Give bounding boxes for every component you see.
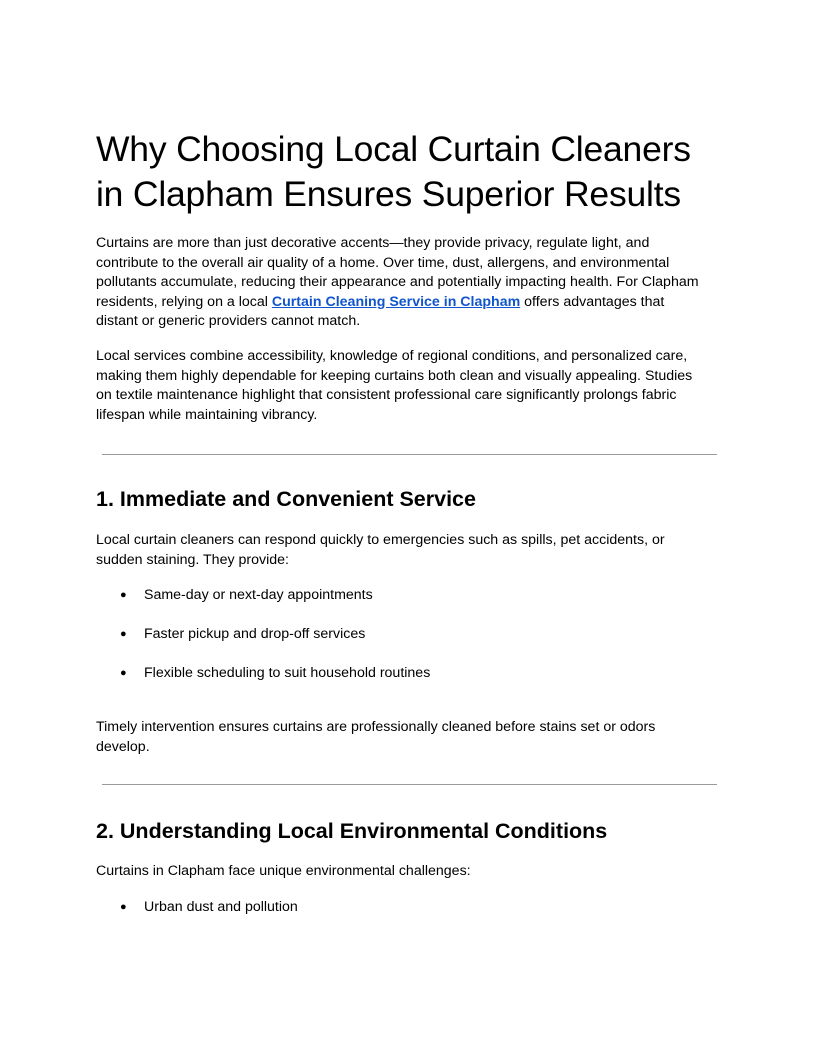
- document-title: [96, 127, 724, 217]
- intro-text: offers advantages that: [520, 293, 665, 310]
- section1-line: Local curtain cleaners can respond quickly to emergencies such as spills, pet accidents, or: [96, 532, 665, 548]
- list-item-text: Same-day or next-day appointments: [144, 587, 373, 603]
- intro2-line: Local services combine accessibility, knowledge of regional conditions, and personalized care,: [96, 348, 688, 364]
- section2-line: Curtains in Clapham face unique environmental challenges:: [96, 863, 471, 879]
- list-item-text: Flexible scheduling to suit household routines: [144, 665, 431, 681]
- intro-paragraph-2: [96, 347, 724, 425]
- section1-closing-line: develop.: [96, 738, 150, 755]
- intro2-line: making them highly dependable for keeping curtains both clean and visually appealing. Studies: [96, 367, 693, 384]
- intro-line: Curtains are more than just decorative accents—they provide privacy, regulate light, and: [96, 235, 650, 251]
- intro2-line: lifespan while maintaining vibrancy.: [96, 406, 318, 423]
- intro-line: contribute to the overall air quality of a home. Over time, dust, allergens, and environmental: [96, 254, 670, 271]
- title-line-2: in Clapham Ensures Superior Results: [96, 174, 681, 214]
- bullet-icon: ●: [120, 667, 127, 679]
- bullet-icon: ●: [120, 589, 127, 601]
- intro-line: distant or generic providers cannot match.: [96, 313, 361, 330]
- intro-paragraph: [96, 234, 724, 332]
- horizontal-divider: [102, 454, 717, 455]
- title-line-1: Why Choosing Local Curtain Cleaners: [96, 129, 691, 169]
- list-item-text: Faster pickup and drop-off services: [144, 626, 366, 642]
- intro-text: residents, relying on a local: [96, 293, 272, 310]
- list-item-text: Urban dust and pollution: [144, 899, 298, 915]
- curtain-cleaning-service-link[interactable]: Curtain Cleaning Service in Clapham: [271, 293, 521, 310]
- section1-closing-line: Timely intervention ensures curtains are professionally cleaned before stains set or odors: [96, 719, 656, 735]
- section-1-closing-paragraph: [96, 718, 724, 757]
- section1-line: sudden staining. They provide:: [96, 551, 289, 568]
- section-2-heading: 2. Understanding Local Environmental Conditions: [96, 819, 608, 843]
- intro-line: pollutants accumulate, reducing their appearance and potentially impacting health. For Clapham: [96, 274, 699, 291]
- section-2-paragraph: [96, 862, 724, 882]
- section-1-paragraph: [96, 531, 724, 570]
- bullet-icon: ●: [120, 901, 127, 913]
- intro-line-with-link: [96, 293, 724, 313]
- intro2-line: on textile maintenance highlight that consistent professional care significantly prolongs fabric: [96, 387, 677, 404]
- section-1-heading: 1. Immediate and Convenient Service: [96, 487, 476, 511]
- horizontal-divider: [102, 784, 717, 785]
- bullet-icon: ●: [120, 628, 127, 640]
